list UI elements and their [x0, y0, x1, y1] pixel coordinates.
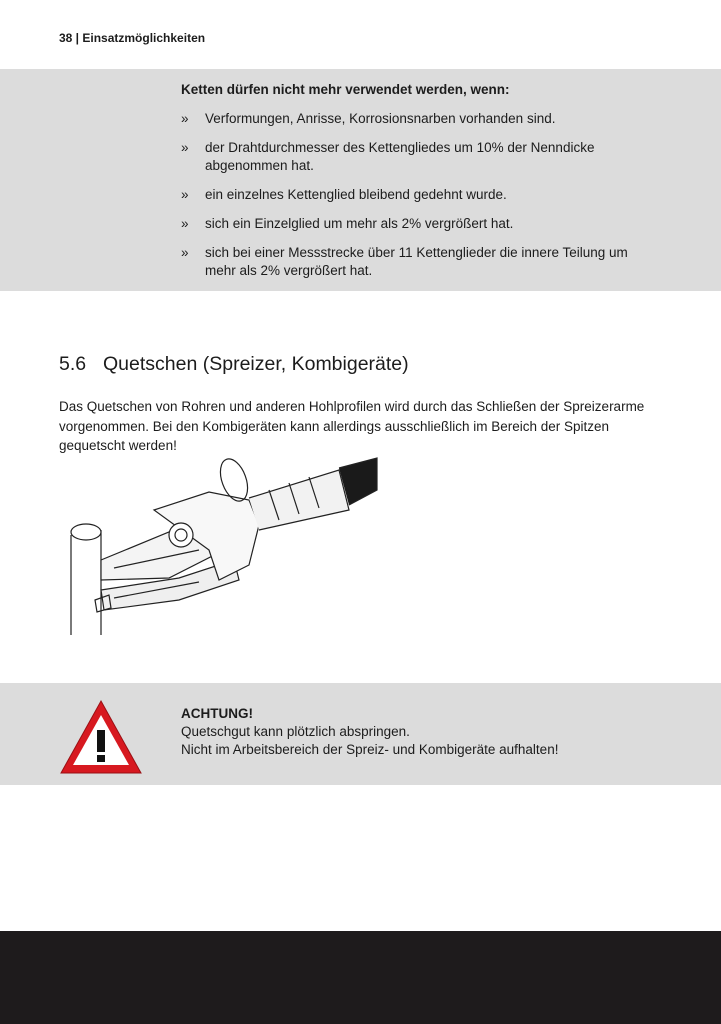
- list-item: [181, 186, 661, 204]
- list-item-text: Verformungen, Anrisse, Korrosionsnarben vorhanden sind.: [205, 111, 556, 126]
- list-item: [181, 110, 661, 128]
- section-title: Quetschen (Spreizer, Kombigeräte): [103, 353, 409, 375]
- warning-title: ACHTUNG!: [181, 706, 253, 721]
- bullet-mark: »: [181, 216, 189, 231]
- footer-bar: [0, 931, 721, 1024]
- list-item-text: sich bei einer Messstrecke über 11 Kettenglieder die innere Teilung um mehr als 2% vergrößert hat.: [205, 245, 628, 278]
- bullet-list: [181, 110, 661, 291]
- list-item-text: sich ein Einzelglied um mehr als 2% vergrößert hat.: [205, 216, 514, 231]
- section-heading: [59, 353, 409, 376]
- spreader-illustration: [59, 450, 379, 640]
- warning-text: [181, 705, 558, 759]
- list-item: [181, 244, 661, 280]
- list-item: [181, 215, 661, 233]
- bullet-mark: »: [181, 111, 189, 126]
- section-number: 5.6: [59, 353, 87, 375]
- section-paragraph: Das Quetschen von Rohren und anderen Hohlprofilen wird durch das Schließen der Spreizerarme vorgenommen. Bei den Kombigeräten kann allerdings ausschließlich im Bereich der Spitzen gequetscht werden!: [59, 399, 645, 453]
- bullet-mark: »: [181, 140, 189, 155]
- list-item-text: der Drahtdurchmesser des Kettengliedes um 10% der Nenndicke abgenommen hat.: [205, 140, 595, 173]
- bullet-mark: »: [181, 187, 189, 202]
- list-item: [181, 139, 661, 175]
- warning-line: Quetschgut kann plötzlich abspringen.: [181, 724, 410, 739]
- bullet-mark: »: [181, 245, 189, 260]
- warning-line: Nicht im Arbeitsbereich der Spreiz- und Kombigeräte aufhalten!: [181, 742, 559, 757]
- page-header: 38 | Einsatzmöglichkeiten: [59, 31, 206, 45]
- list-item-text: ein einzelnes Kettenglied bleibend gedehnt wurde.: [205, 187, 507, 202]
- info-box-title: Ketten dürfen nicht mehr verwendet werden, wenn:: [181, 82, 510, 97]
- warning-triangle-icon: [58, 698, 144, 776]
